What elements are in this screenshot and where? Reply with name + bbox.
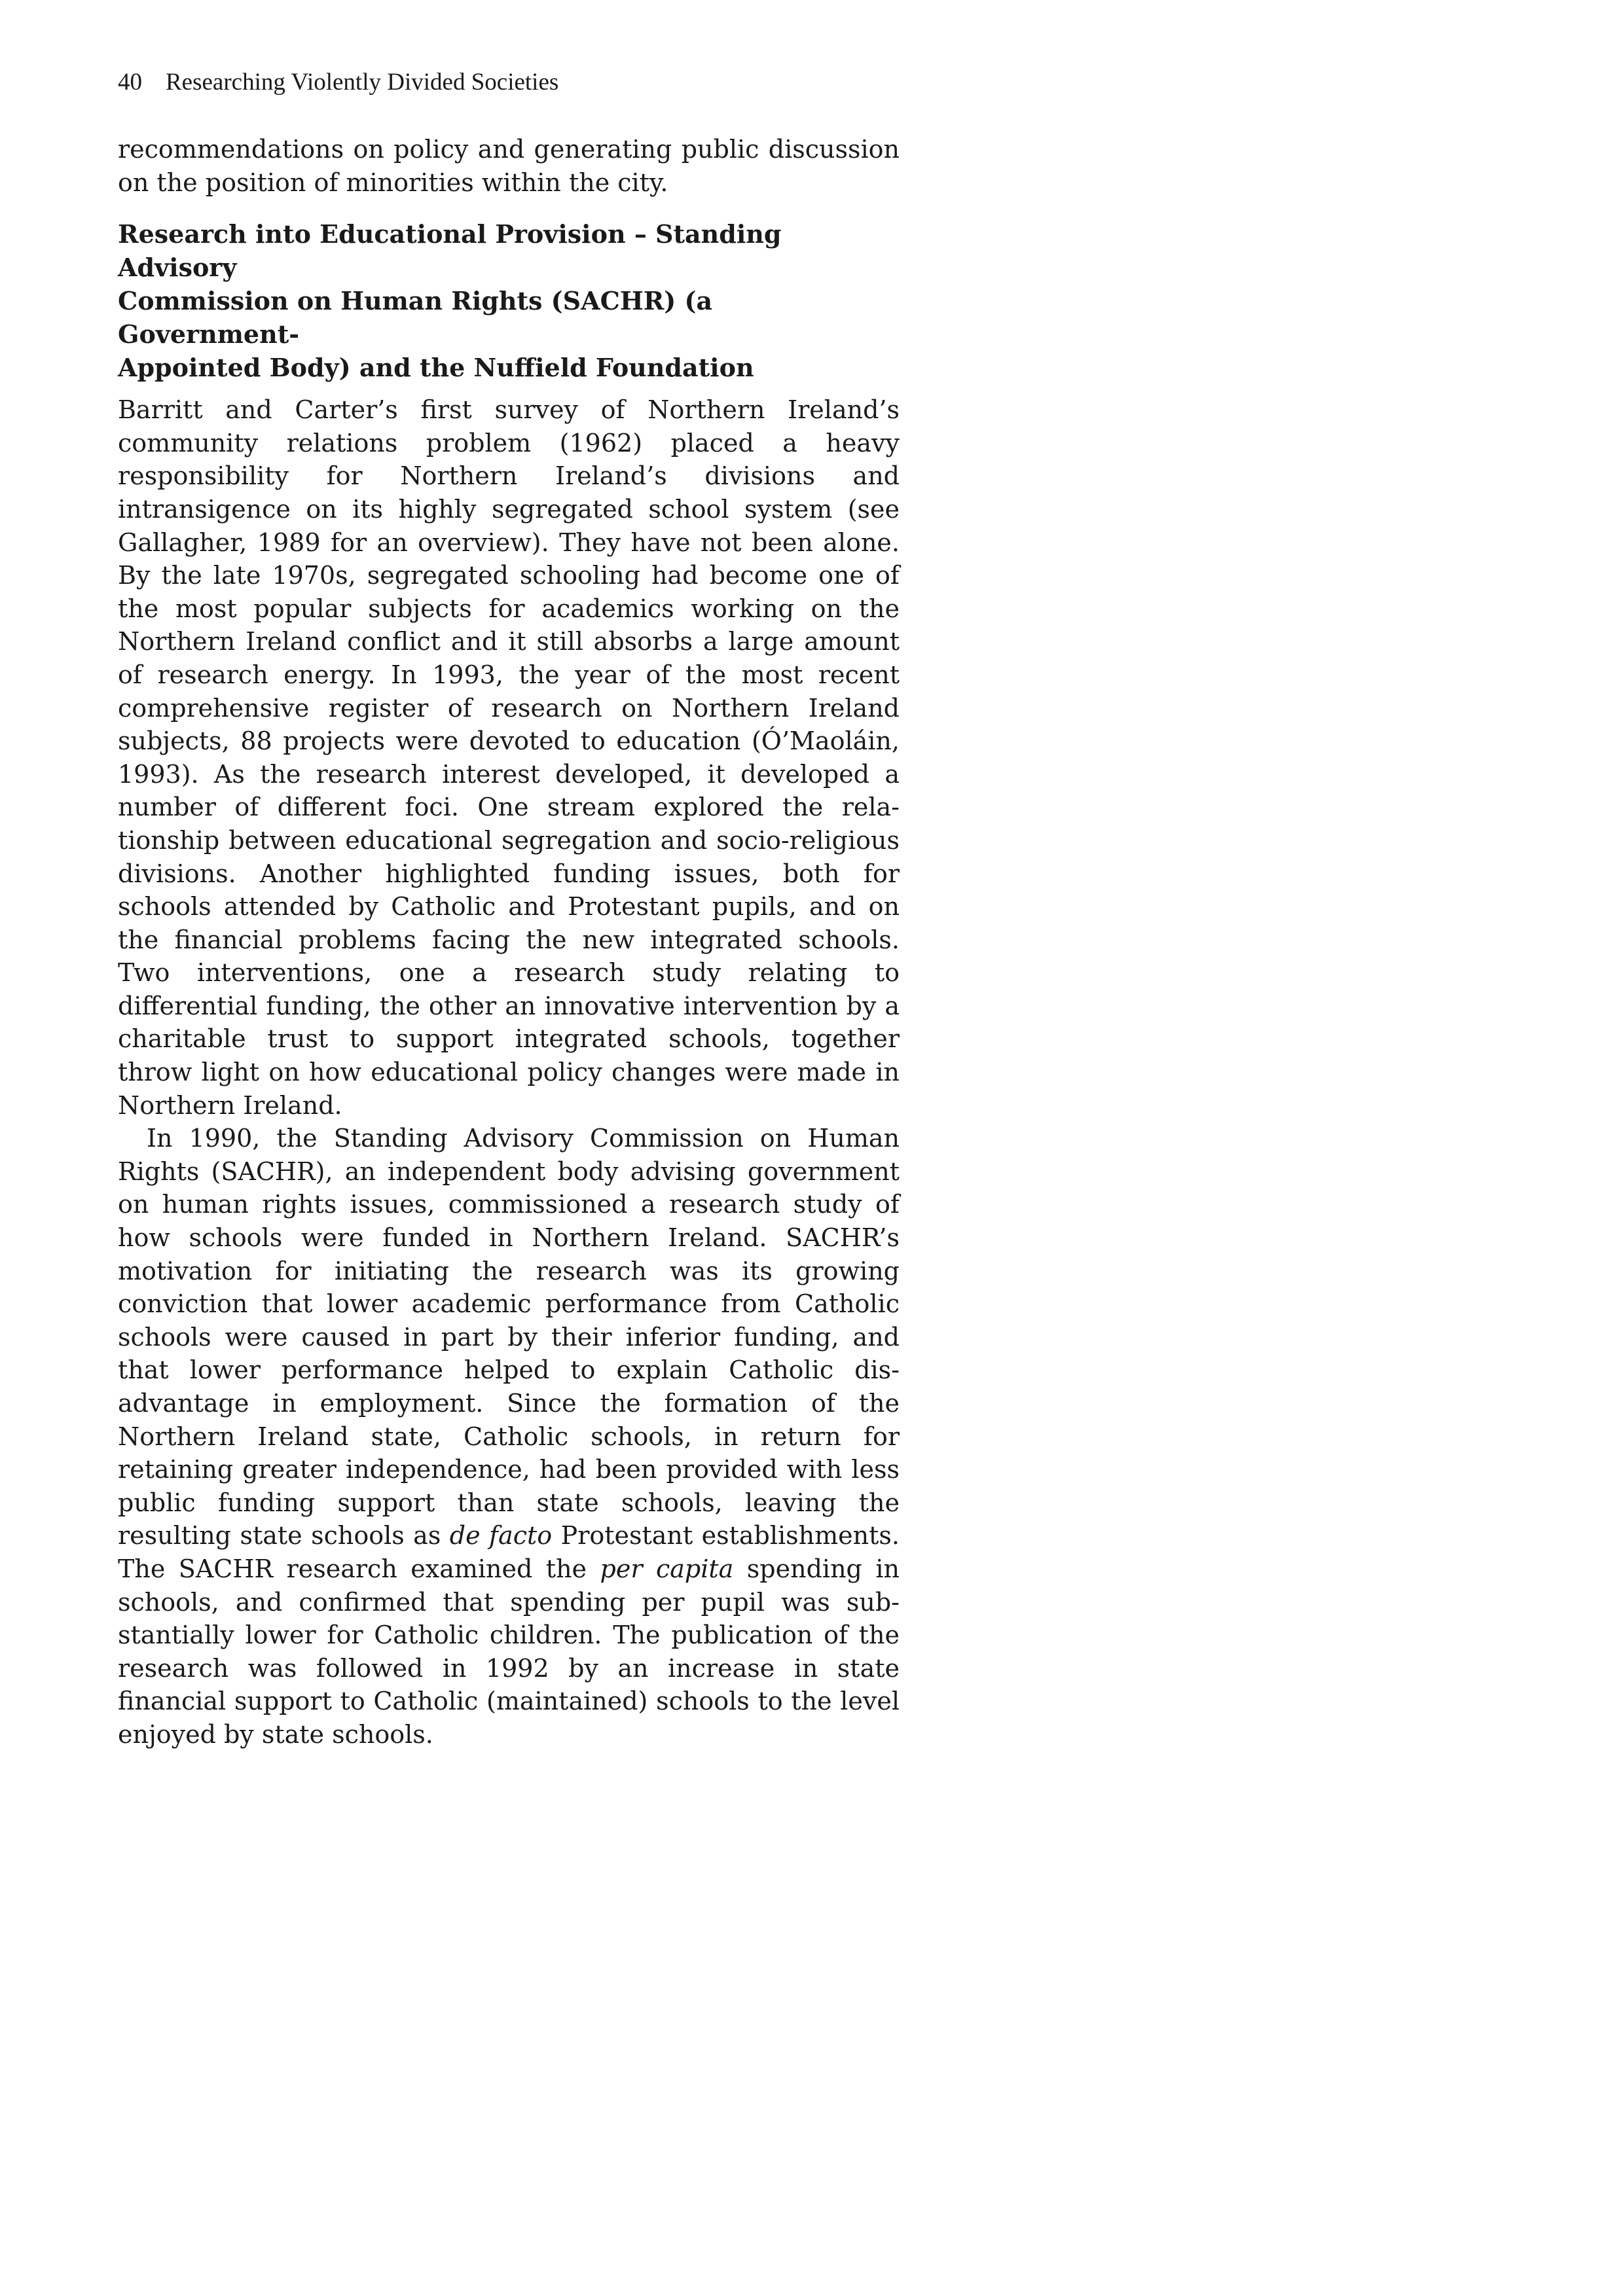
running-head-title: Researching Violently Divided Societies (166, 69, 559, 96)
continuation-paragraph: recommendations on policy and generating public discussion on the position of minorities within the city. (118, 135, 900, 197)
text-column (118, 133, 900, 1751)
italic-term: de facto (449, 1521, 553, 1551)
body-paragraph-2 (118, 1122, 900, 1751)
section-heading-line: Research into Educational Provision – Standing Advisory (118, 219, 782, 283)
page-number: 40 (118, 69, 142, 96)
paragraph-text: Protestant establishments. The SACHR research examined the (118, 1521, 900, 1583)
paragraph-text: spending in schools, and confirmed that spending per pupil was substantially lower for Catholic children. The publication of the research was followed in 1992 by an increase in state financial support to Catholic (maintained) schools to the level enjoyed by state schools. (118, 1554, 900, 1749)
section-heading-line: Commission on Human Rights (SACHR) (a Government- (118, 286, 713, 350)
running-head (118, 68, 558, 97)
italic-term: per capita (600, 1554, 734, 1583)
body-paragraph-1: Barritt and Carter’s first survey of Northern Ireland’s community relations problem (1962) placed a heavy responsibility for Northern Ireland’s divisions and intransigence on its highly segregated school system (see Gallagher, 1989 for an overview). They have not been alone. By the late 1970s, segregated schooling had become one of the most popular subjects for academics working on the Northern Ireland conflict and it still absorbs a large amount of research energy. In 1993, the year of the most recent comprehensive register of research on Northern Ireland subjects, 88 projects were devoted to education (Ó’Maoláin, 1993). As the research interest developed, it developed a number of different foci. One stream explored the relationship between educational segregation and socio-religious divisions. Another highlighted funding issues, both for schools attended by Catholic and Protestant pupils, and on the financial problems facing the new integrated schools. Two interventions, one a research study relating to differential funding, the other an innovative intervention by a charitable trust to support integrated schools, together throw light on how educational policy changes were made in Northern Ireland. (118, 395, 900, 1120)
section-heading-line: Appointed Body) and the Nuffield Foundation (118, 353, 754, 383)
paragraph-text: In 1990, the Standing Advisory Commission on Human Rights (SACHR), an independent body advising government on human rights issues, commissioned a research study of how schools were funded in Northern Ireland. SACHR’s motivation for initiating the research was its growing conviction that lower academic performance from Catholic schools were caused in part by their inferior funding, and that lower performance helped to explain Catholic disadvantage in employment. Since the formation of the Northern Ireland state, Catholic schools, in return for retaining greater independence, had been provided with less public funding support than state schools, leaving the resulting state schools as (118, 1124, 900, 1551)
section-heading (118, 217, 900, 384)
